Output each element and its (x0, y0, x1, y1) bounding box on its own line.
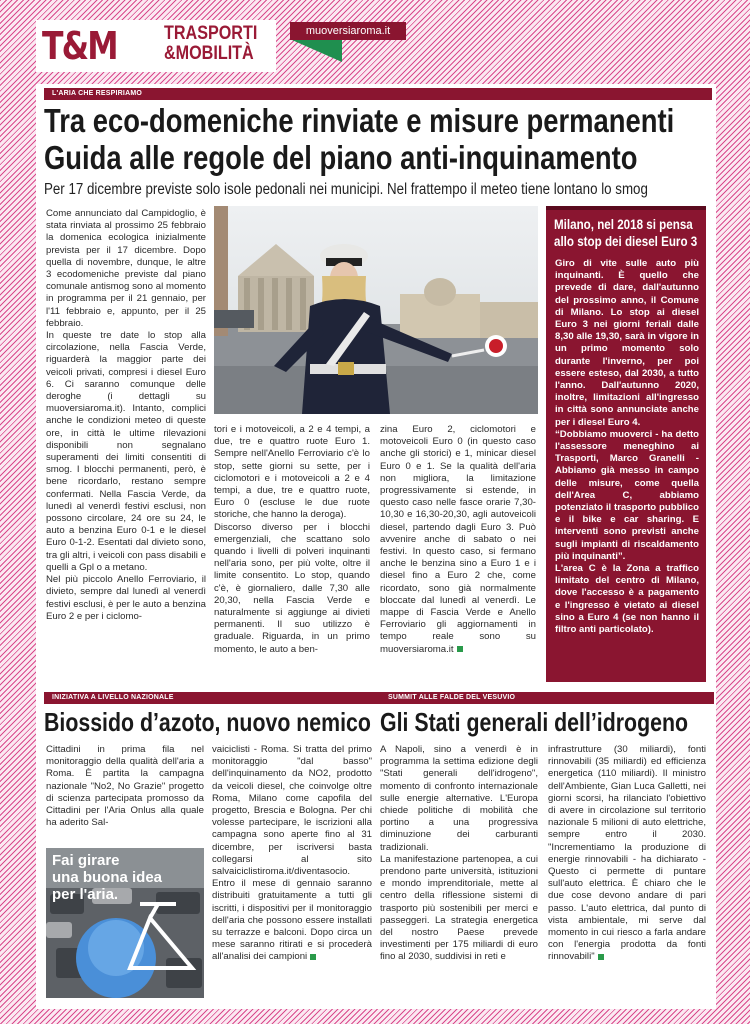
sidebar-title-line-1: Milano, nel 2018 si pensa (554, 217, 693, 232)
paragraph: La manifestazione partenopea, a cui prendono parte università, istituzioni e mondo imprenditoriale, mette al centro della riflessione sistemi di trasporto più sostenibili per merci e passeggeri. La strategia energetica del nostro Paese prevede investimenti per 175 miliardi di euro fino al 2030, suddivisi in reti e (380, 853, 538, 963)
hydrogen-column-1 (380, 744, 538, 964)
no2-column-1 (46, 744, 204, 829)
paragraph: “Dobbiamo muoverci - ha detto l'assessore meneghino ai Trasporti, Marco Granelli - Abbiamo già messo in campo delle misure, come quella dell'Area C, abbiamo potenziato il trasporto pubblico e il bike e car sharing. E interventi sono previsti anche sugli impianti di riscaldamento più inquinanti”. (555, 428, 699, 562)
end-of-article-icon (310, 954, 316, 960)
ribbon-icon (292, 40, 342, 62)
paragraph-text: infrastrutture (30 miliardi), fonti rinnovabili (35 miliardi) ed efficienza energetica (110 miliardi). Il ministro dell'Ambiente, Gian Luca Galletti, nei giorni scorsi, ha rilanciato l'obiettivo di avere in circolazione sul territorio nazionale 5 milioni di auto elettriche, sempre entro il 2030. "Incrementiamo la produzione di energie rinnovabili - ha dichiarato - Questo ci permette di puntare sull'auto elettrica. È chiaro che le due cose devono andare di pari passo. L'auto elettrica, dal punto di vista ambientale, mi serve dal momento in cui riesco a farla andare con l'energia prodotta da fonti rinnovabili" (548, 744, 706, 963)
main-subhead: Per 17 dicembre previste solo isole pedonali nei municipi. Nel frattempo il meteo tiene lontano lo smog (44, 181, 648, 198)
no2-kicker: INIZIATIVA A LIVELLO NAZIONALE (44, 692, 380, 704)
paragraph: tori e i motoveicoli, a 2 e 4 tempi, a due, tre e quattro ruote Euro 1. Sempre nell'Anello Ferroviario c'è lo stop, sette giorni su sette, per i ciclomotori e i motoveicoli a 2 e 4 tempi, a due, tre e quattro ruote, Euro 0 (escluse le due ruote storiche, che hanno la deroga). (214, 424, 370, 521)
photo-traffic-officer-st-peters (214, 206, 538, 414)
no2-headline: Biossido d’azoto, nuovo nemico (44, 707, 371, 737)
site-url-tag[interactable]: muoversiaroma.it (290, 22, 406, 40)
logo-line-1: TRASPORTI (164, 23, 258, 44)
logo-mark: T&M (42, 24, 117, 68)
headline-line-2: Guida alle regole del piano anti-inquinamento (44, 139, 638, 176)
ad-line-1: Fai girare (52, 852, 120, 869)
paragraph: Discorso diverso per i blocchi emergenziali, che scattano solo quando i livelli di polveri inquinanti nell'aria sono, per più volte, oltre il limite consentito. Lo stop, quando c'è, è giornaliero, dalle 7,30 alle 20,30, nella Fascia Verde e naturalmente si aggiunge ai divieti permanenti. Il suo utilizzo è graduale. Riguarda, in un primo momento, le auto a ben- (214, 521, 370, 655)
ad-slogan (52, 852, 162, 903)
sidebar-title (554, 216, 698, 250)
article-photo (214, 206, 538, 414)
sidebar-body (555, 258, 699, 636)
ad-line-3: per l'aria. (52, 886, 119, 903)
main-headline (44, 102, 675, 176)
no2-column-2 (212, 744, 372, 964)
paragraph: Cittadini in prima fila nel monitoraggio della qualità dell'aria a Roma. È partita la campagna nazionale "No2, No Grazie" progetto di scienza partecipata promosso da Cittadini per l'Aria Onlus alla quale ha aderito Sal- (46, 744, 204, 829)
hydrogen-kicker: SUMMIT ALLE FALDE DEL VESUVIO (380, 692, 714, 704)
main-column-2 (214, 424, 370, 656)
paragraph-text: zina Euro 2, ciclomotori e motoveicoli Euro 0 (in questo caso anche gli storici) e 1, minicar diesel Euro 0 e 1. Se la qualità dell'aria non migliora, la limitazione progressivamente si estende, in questo caso nelle fasce orarie 7,30-10,30 e 16,30-20,30, agli autoveicoli diesel, partendo dagli Euro 3. Può avvenire anche di sabato o nei festivi. In questo caso, si fermano anche le benzina sino a Euro 1 e i diesel fino a Euro 2 che, come ricordato, sono già normalmente bloccate dal lunedì al venerdì. Le mappe di Fascia Verde e Anello Ferroviario gli aggiornamenti in tempo reale sono su muoversiaroma.it (380, 424, 536, 655)
headline-line-1: Tra eco-domeniche rinviate e misure permanenti (44, 102, 675, 139)
paragraph (548, 744, 706, 964)
bike-ad-image (46, 848, 204, 998)
paragraph: In queste tre date lo stop alla circolazione, nella Fascia Verde, riguarderà la maggior parte dei veicoli privati, compresi i diesel Euro 6. Ci saranno comunque delle deroghe (i dettagli su muoversiaroma.it). Intanto, complici anche le condizioni meteo di queste ore, in città le ultime rilevazioni disponibili non segnalano superamenti dei limiti consentiti di smog. I blocchi permanenti, però, è bene ricordarlo, restano sempre confermati. Nella Fascia Verde, da lunedì al venerdì festivi esclusi, non possono circolare, 24 ore su 24, le auto a benzina Euro 0-1 e le diesel Euro 0-1-2. Esentati dal divieto sono, tra gli altri, i veicoli con pass disabili e quelli a Gpl o a metano. (46, 330, 206, 573)
hydrogen-column-2 (548, 744, 706, 964)
ad-line-2: una buona idea (52, 869, 163, 886)
paragraph: Come annunciato dal Campidoglio, è stata rinviata al prossimo 25 febbraio la domenica ecologica inizialmente prevista per il 17 dicembre. Dopo quella di novembre, dunque, le altre 3 ecodomeniche previste dal piano comunale antismog sono al momento in programma per il 21 gennaio, per l'11 febbraio e, appunto, per il 25 febbraio. (46, 208, 206, 329)
paragraph (212, 744, 372, 964)
paragraph (380, 424, 536, 656)
hydrogen-headline: Gli Stati generali dell’idrogeno (380, 707, 689, 737)
end-of-article-icon (457, 646, 463, 652)
logo-wordmark (164, 24, 257, 64)
end-of-article-icon (598, 954, 604, 960)
paragraph-text: vaiciclisti - Roma. Si tratta del primo monitoraggio "dal basso" dell'inquinamento da NO2, prodotto da veicoli diesel, che coinvolge oltre Roma, Milano come capofila del progetto, Brescia e Bologna. Per chi volesse partecipare, le iscrizioni alla campagna sono aperte fino al 31 dicembre, per iscriversi basta collegarsi al sito salvaiciclistiroma.it/diventasocio. Entro il mese di gennaio saranno distribuiti gratuitamente a tutti gli iscritti, i dispositivi per il monitoraggio dell'aria che possono essere installati su terrazze e balconi. Dopo circa un mese saranno ritirati e si procederà all'analisi dei campioni (212, 744, 372, 963)
main-column-1 (46, 208, 206, 623)
main-kicker: L'ARIA CHE RESPIRIAMO (44, 88, 712, 100)
paragraph: A Napoli, sino a venerdì è in programma la settima edizione degli "Stati generali dell'idrogeno", momento di confronto internazionale sulle energie alternative. L'Europa chiede politiche di mobilità che portino a una progressiva diminuzione dei carburanti tradizionali. (380, 744, 538, 853)
paragraph: Giro di vite sulle auto più inquinanti. È quello che prevede di dare, dall'autunno del prossimo anno, il Comune di Milano. Lo stop ai diesel Euro 3 nei giorni feriali dalle 8,30 alle 19,30, sarà in vigore in un primo momento solo durante l'inverno, per poi essere esteso, dal 2030, a tutto l'anno. Dall'autunno 2020, inoltre, limitazioni all'ingresso in città sono annunciate anche per i diesel Euro 4. (555, 258, 699, 428)
main-column-3 (380, 424, 536, 656)
logo-line-2: &MOBILITÀ (164, 43, 254, 64)
sidebar-title-line-2: allo stop dei diesel Euro 3 (554, 234, 698, 249)
paragraph: L'area C è la Zona a traffico limitato del centro di Milano, dove l'accesso è a pagamento e l'ingresso è vietato ai diesel sino a Euro 4 (se non hanno il filtro anti particolato). (555, 563, 699, 636)
milano-sidebar-box (546, 206, 706, 682)
paragraph: Nel più piccolo Anello Ferroviario, il divieto, sempre dal lunedì al venerdì festivi esclusi, è per le auto a benzina Euro 2 e per i ciclomo- (46, 574, 206, 622)
